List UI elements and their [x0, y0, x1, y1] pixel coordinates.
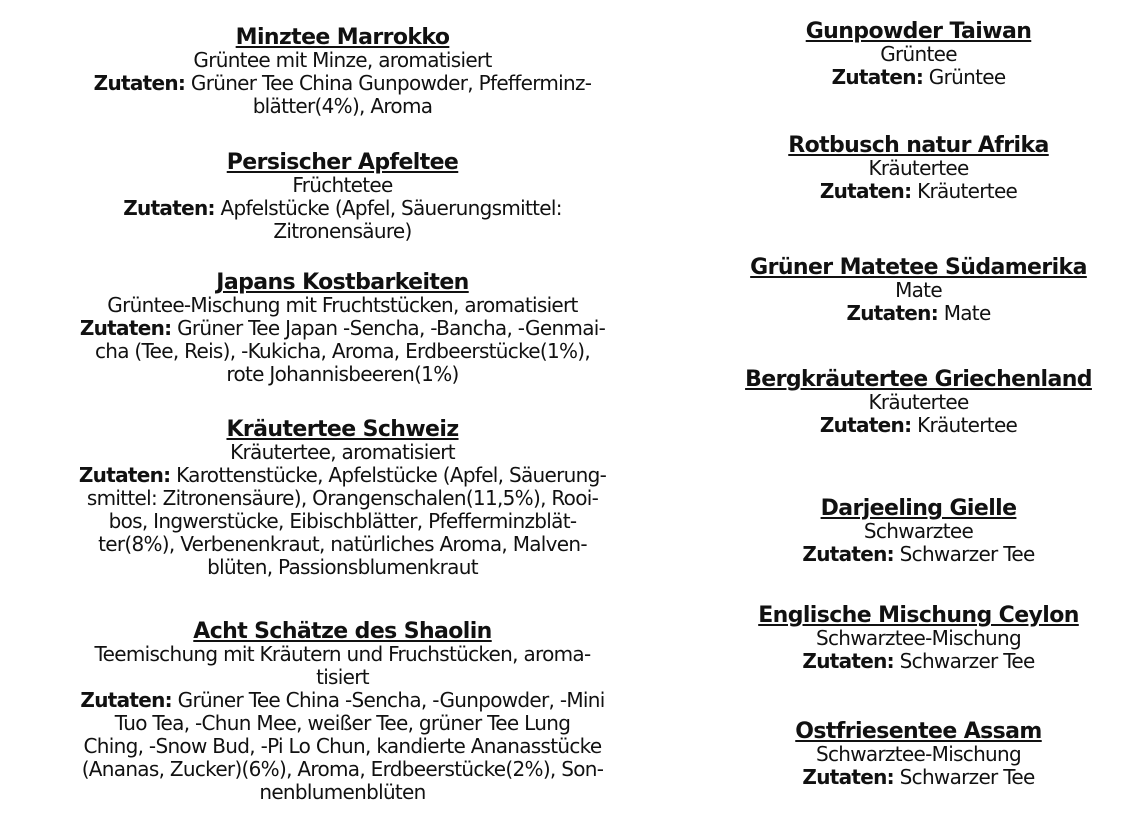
ingredients-label: Zutaten:: [78, 463, 171, 487]
tea-ingredients-line: nenblumenblüten: [259, 780, 426, 804]
tea-ingredients-line: smittel: Zitronensäure), Orangenschalen(11,5%), Rooi-: [86, 486, 599, 510]
tea-ingredients-line: rote Johannisbeeren(1%): [226, 362, 459, 386]
tea-subtitle-line: Grüntee-Mischung mit Fruchtstücken, aromatisiert: [107, 293, 578, 317]
tea-ingredients-line: [712, 543, 1125, 566]
tea-entry: [0, 621, 685, 804]
tea-ingredients-line: [712, 302, 1125, 325]
tea-title: Persischer Apfeltee: [226, 150, 459, 175]
tea-title: Darjeeling Gielle: [820, 496, 1017, 521]
tea-entry: [712, 721, 1125, 789]
ingredients-label: Zutaten:: [802, 649, 894, 673]
ingredients-label: Zutaten:: [123, 196, 215, 220]
tea-ingredients-line: [712, 766, 1125, 789]
tea-subtitle-line: Grüntee: [880, 42, 957, 66]
tea-entry: [0, 272, 685, 386]
ingredients-text: Karottenstücke, Apfelstücke (Apfel, Säuerung-: [176, 463, 607, 487]
tea-title: Bergkräutertee Griechenland: [745, 367, 1092, 392]
ingredients-text: Kräutertee: [917, 179, 1018, 203]
tea-title: Acht Schätze des Shaolin: [193, 619, 492, 644]
tea-title: Kräutertee Schweiz: [226, 417, 459, 442]
tea-subtitle-line: Mate: [895, 278, 942, 302]
tea-ingredients-line: [0, 689, 685, 712]
tea-subtitle-line: Schwarztee-Mischung: [815, 742, 1022, 766]
tea-ingredients-line: [0, 317, 685, 340]
tea-title: Japans Kostbarkeiten: [216, 270, 469, 295]
ingredients-label: Zutaten:: [819, 179, 912, 203]
ingredients-text: Schwarzer Tee: [899, 765, 1035, 789]
tea-title: Rotbusch natur Afrika: [788, 133, 1049, 158]
tea-subtitle-line: tisiert: [316, 665, 369, 689]
ingredients-text: Schwarzer Tee: [899, 542, 1035, 566]
tea-entry: [712, 498, 1125, 566]
tea-ingredients-line: blüten, Passionsblumenkraut: [207, 555, 478, 579]
tea-subtitle-line: Schwarztee: [863, 519, 974, 543]
tea-subtitle-line: Früchtetee: [292, 173, 393, 197]
ingredients-text: Grüner Tee China -Sencha, -Gunpowder, -Mini: [177, 688, 605, 712]
tea-ingredients-line: [712, 66, 1125, 89]
ingredients-label: Zutaten:: [802, 542, 894, 566]
tea-ingredients-line: [0, 197, 685, 220]
tea-ingredients-line: blätter(4%), Aroma: [252, 94, 433, 118]
tea-subtitle-line: Grüntee mit Minze, aromatisiert: [193, 48, 492, 72]
ingredients-text: Schwarzer Tee: [899, 649, 1035, 673]
ingredients-label: Zutaten:: [819, 413, 912, 437]
ingredients-label: Zutaten:: [80, 688, 172, 712]
tea-title: Grüner Matetee Südamerika: [750, 255, 1087, 280]
ingredients-label: Zutaten:: [846, 301, 939, 325]
tea-ingredients-line: [0, 464, 685, 487]
tea-ingredients-line: ter(8%), Verbenenkraut, natürliches Aroma, Malven-: [98, 532, 587, 556]
ingredients-text: Grüner Tee China Gunpowder, Pfefferminz-: [190, 71, 592, 95]
tea-ingredients-line: [712, 414, 1125, 437]
ingredients-text: Apfelstücke (Apfel, Säuerungsmittel:: [220, 196, 562, 220]
ingredients-label: Zutaten:: [93, 71, 186, 95]
tea-subtitle-line: Teemischung mit Kräutern und Fruchstücken, aroma-: [94, 642, 591, 666]
ingredients-text: Grüntee: [928, 65, 1006, 89]
tea-entry: [0, 419, 685, 579]
tea-title: Ostfriesentee Assam: [795, 719, 1042, 744]
tea-entry: [712, 135, 1125, 203]
tea-title: Gunpowder Taiwan: [805, 19, 1032, 44]
tea-ingredients-line: (Ananas, Zucker)(6%), Aroma, Erdbeerstücke(2%), Son-: [81, 757, 604, 781]
tea-subtitle-line: Schwarztee-Mischung: [815, 626, 1022, 650]
tea-entry: [0, 152, 685, 243]
tea-subtitle-line: Kräutertee: [868, 390, 969, 414]
ingredients-label: Zutaten:: [802, 765, 894, 789]
ingredients-label: Zutaten:: [831, 65, 924, 89]
tea-ingredients-line: [712, 650, 1125, 673]
tea-entry: [712, 605, 1125, 673]
tea-ingredients-line: cha (Tee, Reis), -Kukicha, Aroma, Erdbeerstücke(1%),: [94, 339, 591, 363]
tea-title: Englische Mischung Ceylon: [758, 603, 1079, 628]
tea-subtitle-line: Kräutertee, aromatisiert: [230, 440, 455, 464]
tea-subtitle-line: Kräutertee: [868, 156, 969, 180]
ingredients-label: Zutaten:: [79, 316, 172, 340]
tea-ingredients-line: Ching, -Snow Bud, -Pi Lo Chun, kandierte Ananasstücke: [83, 734, 602, 758]
ingredients-text: Kräutertee: [917, 413, 1018, 437]
ingredients-text: Mate: [943, 301, 991, 325]
tea-ingredients-line: Zitronensäure): [273, 219, 412, 243]
tea-ingredients-line: [712, 180, 1125, 203]
ingredients-text: Grüner Tee Japan -Sencha, -Bancha, -Genmai-: [177, 316, 606, 340]
tea-title: Minztee Marrokko: [235, 25, 450, 50]
tea-ingredients-line: bos, Ingwerstücke, Eibischblätter, Pfefferminzblät-: [108, 509, 577, 533]
tea-entry: [0, 27, 685, 118]
tea-entry: [712, 21, 1125, 89]
tea-ingredients-line: Tuo Tea, -Chun Mee, weißer Tee, grüner Tee Lung: [114, 711, 571, 735]
tea-ingredients-line: [0, 72, 685, 95]
tea-entry: [712, 369, 1125, 437]
tea-entry: [712, 257, 1125, 325]
